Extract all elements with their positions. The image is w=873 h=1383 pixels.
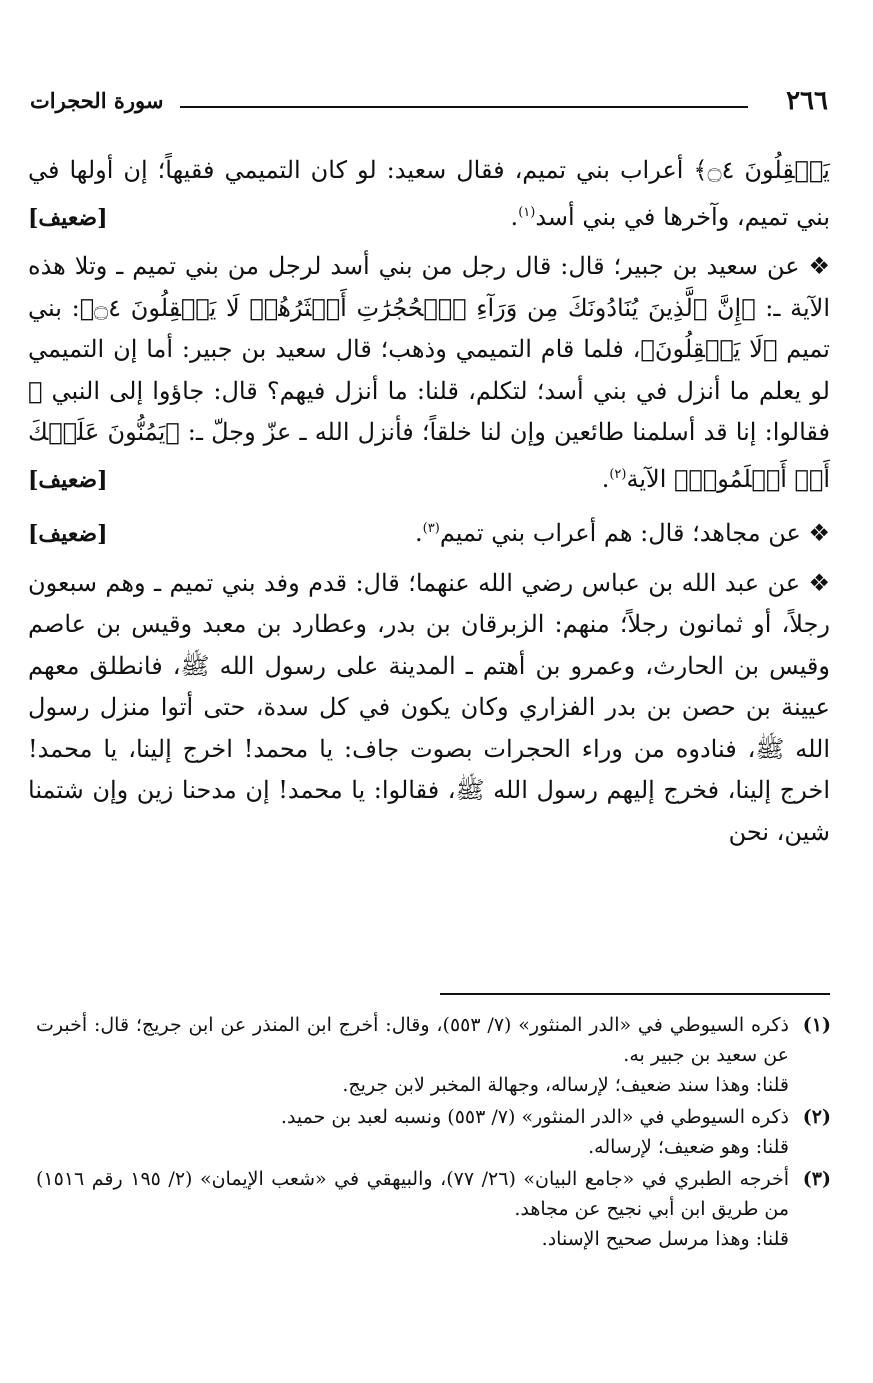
footnote-rule (440, 993, 830, 995)
footnote-ref: (٢) (609, 466, 627, 482)
paragraph-text: ❖ عن عبد الله بن عباس رضي الله عنهما؛ قال: قدم وفد بني تميم ـ وهم سبعون رجلاً، أو ثمانون رجلاً؛ منهم: الزبرقان بن بدر، وعطارد بن معبد وقيس بن عاصم وقيس بن الحارث، وعمرو بن أهتم ـ المدينة على رسول الله ﷺ، فانطلق معهم عيينة بن حصن بن بدر الفزاري وكان يكون في كل سدة، حتى أتوا منزل رسول الله ﷺ، فنادوه من وراء الحجرات بصوت جاف: يا محمد! اخرج إلينا، يا محمد! اخرج إلينا، فخرج إليهم رسول الله ﷺ، فقالوا: يا محمد! إن مدحنا زين وإن شتمنا شين، نحن (28, 568, 830, 846)
footnote-line: أخرجه الطبري في «جامع البيان» (٢٦/ ٧٧)، والبيهقي في «شعب الإيمان» (٢/ ١٩٥ رقم ١٥١٦) من طريق ابن أبي نجيح عن مجاهد. (36, 1168, 789, 1220)
footnotes (36, 1008, 831, 1254)
footnote-line: ذكره السيوطي في «الدر المنثور» (٧/ ٥٥٣) ونسبه لعبد بن حميد. (280, 1106, 789, 1128)
footnote (36, 1010, 831, 1100)
grade-label: [ضعيف] (28, 204, 108, 231)
footnote-number: (٢) (802, 1106, 831, 1128)
paragraph-text: ❖ عن مجاهد؛ قال: هم أعراب بني تميم (439, 519, 830, 547)
paragraph (28, 150, 830, 238)
paragraph-end: . (601, 464, 610, 493)
footnote-line: قلنا: وهذا مرسل صحيح الإسناد. (541, 1228, 789, 1250)
surah-title: سورة الحجرات (30, 88, 164, 113)
grade-label: [ضعيف] (28, 521, 108, 547)
page-header (30, 86, 828, 126)
footnote (36, 1102, 831, 1162)
grade-label: [ضعيف] (28, 466, 108, 493)
main-text (28, 150, 830, 853)
paragraph (28, 563, 830, 854)
footnote-number: (١) (802, 1014, 831, 1036)
page-number: ٢٦٦ (786, 86, 828, 116)
footnote-line: قلنا: وهو ضعيف؛ لإرساله. (588, 1136, 789, 1158)
footnote-line: ذكره السيوطي في «الدر المنثور» (٧/ ٥٥٣)، وقال: أخرج ابن المنذر عن ابن جريج؛ قال: أخبرت عن سعيد بن جبير به. (36, 1014, 789, 1066)
paragraph-text: يَعۡقِلُونَ ۝٤﴾ أعراب بني تميم، فقال سعيد: لو كان التميمي فقيهاً؛ إن أولها في بني تميم، وآخرها في بني أسد (28, 156, 830, 231)
paragraph-end: . (510, 202, 519, 231)
footnote-ref: (٣) (422, 521, 440, 536)
paragraph-text: ❖ عن سعيد بن جبير؛ قال: قال رجل من بني أسد لرجل من بني تميم ـ وتلا هذه الآية ـ: ﴿إِنَّ ٱلَّذِينَ يُنَادُونَكَ مِن وَرَآءِ ٱلۡحُجُرَٰتِ أَكۡثَرُهُمۡ لَا يَعۡقِلُونَ ۝٤﴾: بني تميم ﴿لَا يَعۡقِلُونَ﴾، فلما قام التميمي وذهب؛ قال سعيد بن جبير: أما إن التميمي لو يعلم ما أنزل في بني أسد؛ لتكلم، قلنا: ما أنزل فيهم؟ قال: جاؤوا إلى النبي ﷺ فقالوا: إنا قد أسلمنا طائعين وإن لنا خلقاً؛ فأنزل الله ـ عزّ وجلّ ـ: ﴿يَمُنُّونَ عَلَيۡكَ أَنۡ أَسۡلَمُوا۟﴾ الآية (28, 252, 831, 493)
header-rule (180, 106, 748, 108)
footnote-number: (٣) (802, 1168, 831, 1190)
paragraph (28, 508, 830, 555)
footnote-ref: (١) (518, 204, 536, 220)
footnote-line: قلنا: وهذا سند ضعيف؛ لإرساله، وجهالة المخبر لابن جريج. (342, 1074, 789, 1096)
paragraph-end: . (415, 519, 423, 547)
paragraph (28, 246, 830, 500)
footnote (36, 1164, 831, 1254)
